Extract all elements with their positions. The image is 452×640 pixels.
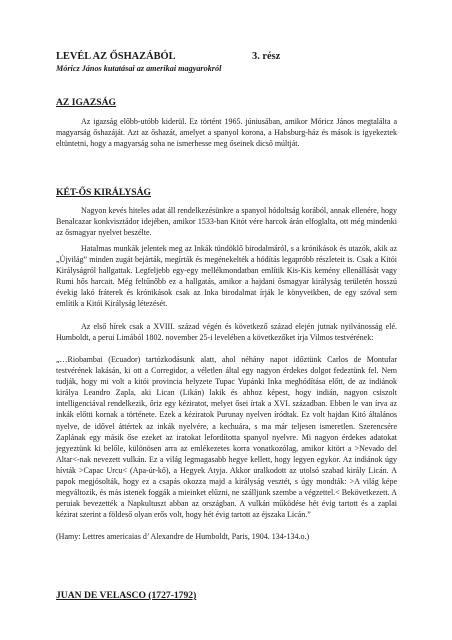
title-text: LEVÉL AZ ŐSHAZÁBÓL bbox=[56, 51, 176, 62]
paragraph: Hatalmas munkák jelentek meg az Inkák tündöklő birodalmáról, s a krónikások és utazók, akik az „Újvilág” minden zugát bejárták, megírták és megénekelték a hódítás legapróbb részleteit is. Csak a Kitói Királyságról hallgattak. Legfeljebb egy-egy mellékmondatban említik Kis-Kis kemény ellenállását vagy Rumi hős harcait. Még feltűnőbb ez a hallgatás, amikor a hajdani ősmagyar királyság területén hosszú évekig lakó fráterek és krónikások csak az Inka birodalmat írják le könyveikben, de egy szóval sem említik a Kitói Királyság létezését. bbox=[56, 244, 397, 309]
article-subtitle: Móricz János kutatásai az amerikai magyarokról bbox=[56, 64, 222, 73]
section-heading-igazsag: AZ IGAZSÁG bbox=[56, 97, 116, 108]
section-heading-juan-de-velasco: JUAN DE VELASCO (1727-1792) bbox=[56, 590, 197, 601]
section-heading-ket-os-kiralysag: KÉT-ŐS KIRÁLYSÁG bbox=[56, 187, 151, 198]
reference-note: (Hamy: Lettres americaias d’ Alexandre de Humboldt, Paris, 1904. 134-134.o.) bbox=[56, 532, 310, 541]
article-title bbox=[56, 51, 396, 63]
paragraph: Az első hírek csak a XVIII. század végén és következő század elején jutnak nyilvánosság elé. Humboldt, a perui Limából 1802. november 25-i levelében a következőket írja Vilmos testvérének: bbox=[56, 322, 397, 343]
quotation-paragraph: „…Riobambai (Ecuador) tartózkodásunk alatt, ahol néhány napot időztünk Carlos de Montufar testvérének lakásán, ki ott a Corregidor, a véletlen által egy nagyon érdekes dolgot fedeztünk fel. Nem tudják, hogy mi volt a kitói provincia helyzete Tupac Yupánki Inka meghódítása előtt, de az indiánok királya Leandro Zapla, aki Lican (Likán) lakik és ahhoz képest, hogy indián, nagyon csiszolt intelligenciával rendelkezik, őriz egy kéziratot, melyet ősei írtak a XVI. században. Ebben le van írva az inkák előtti kornak a története. Ezek a kéziratok Purunay nyelven íródtak. Ez volt hajdan Kitó általános nyelve, de idővel áttértek az inkák nyelvére, a kechuára, s ma már teljesen ismeretlen. Szerencsére Zaplának egy másik őse ezeket az iratokat lefordította spanyol nyelvre. Mi nagyon érdekes adatokat jegyeztünk ki belőle, különösen arra az emlékezetes korra vonatkozólag, amikor kitört a >Nevado del Altar<-nak nevezett vulkán. Ez a világ legmagasabb hegye kellett, hogy legyen egykor. Az indiánok úgy hívták >Capac Urcu< (Apa-úr-kő), a Hegyek Atyja. Akkor uralkodott az utolsó szabad király Licán. A papok megjósolták, hogy ez a csapás okozza majd a királyság vesztét, s úgy mondták: >A világ képe megváltozik, és más istenek foggák a mieinket elűzni, ne szálljunk szembe a végzettel.< Bekövetkezett. A peruiak bevezették a Napkultuszt abban az országban. A vulkán működése hét évig tartott és a zaplai kézirat szerint a földeső olyan erős volt, hogy hét évig tartott az éjszaka Licán.” bbox=[56, 355, 397, 520]
paragraph: Az igazság előbb-utóbb kiderül. Ez történt 1965. júniusában, amikor Móricz János megtalálta a magyarság őshazáját. Azt az őshazát, amelyet a spanyol korona, a Habsburg-ház és mások is igyekeztek eltüntetni, hogy a magyarság soha ne ismerhesse meg őseinek dicső múltját. bbox=[56, 117, 397, 149]
paragraph: Nagyon kevés hiteles adat áll rendelkezésünkre a spanyol hódoltság korából, annak ellenére, hogy Benalcazar konkvisztádor idejében, amikor 1533-ban Kitót vére harcok árán elfoglalta, ott még mindenki az ősmagyar nyelvet beszélte. bbox=[56, 206, 397, 238]
part-number: 3. rész bbox=[252, 51, 281, 62]
